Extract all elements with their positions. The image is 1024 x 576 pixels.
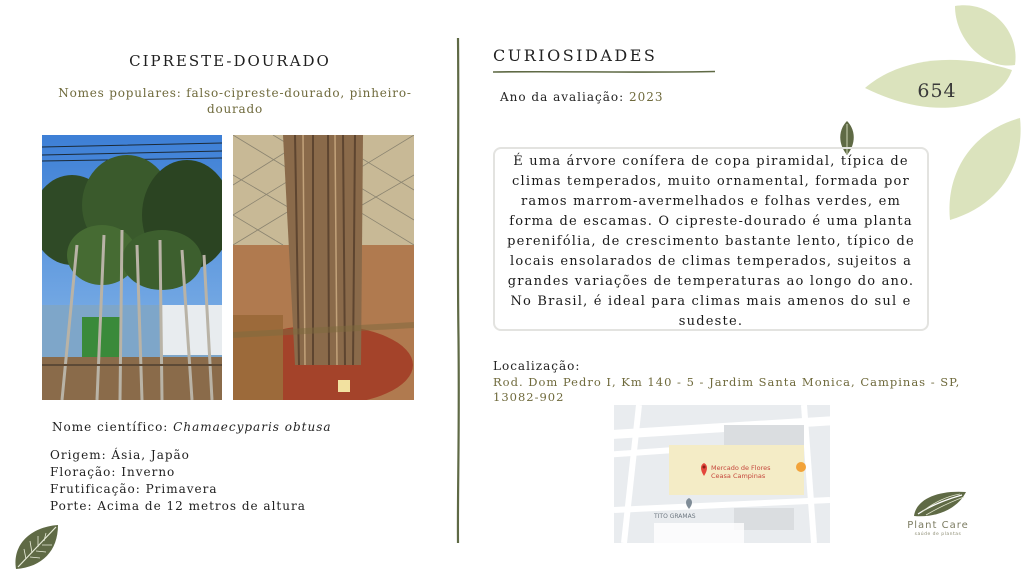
evaluation-year	[500, 90, 664, 104]
year-label: Ano da avaliação:	[500, 90, 625, 104]
vertical-divider	[456, 38, 460, 543]
map-poi-label: TITO GRAMAS	[654, 513, 696, 520]
plant-title: CIPRESTE-DOURADO	[129, 52, 331, 70]
section-title: CURIOSIDADES	[493, 46, 658, 65]
map-pin-label: Mercado de Flores Ceasa Campinas	[711, 464, 771, 480]
description-box	[493, 147, 929, 331]
location-address: Rod. Dom Pedro I, Km 140 - 5 - Jardim Santa Monica, Campinas - SP, 13082-902	[493, 375, 961, 404]
scientific-name-label: Nome científico:	[52, 420, 169, 434]
scientific-name-value: Chamaecyparis obtusa	[173, 420, 332, 434]
description-text: É uma árvore conífera de copa piramidal, típica de climas temperados, muito ornamental, formada por ramos marrom-avermelhados e folhas verdes, em forma de escamas. O cipreste-dourado é uma planta perenifólia, de crescimento bastante lento, típico de locais ensolarados de climas temperados, sujeitos a grandes variações de temperaturas ao longo do ano. No Brasil, é ideal para climas mais amenos do sul e sudeste.	[507, 154, 915, 329]
fact-fruiting: Frutificação: Primavera	[50, 482, 218, 496]
scientific-name	[52, 420, 332, 434]
fact-origin: Origem: Ásia, Japão	[50, 448, 190, 462]
title-underline	[493, 70, 715, 74]
brand-name: Plant Care	[907, 520, 969, 531]
fact-size: Porte: Acima de 12 metros de altura	[50, 499, 306, 513]
plant-facts	[50, 447, 306, 515]
leaf-icon	[12, 523, 60, 571]
location-label: Localização:	[493, 359, 581, 373]
brand-tagline: saúde de plantas	[914, 532, 962, 537]
popular-names: Nomes populares: falso-cipreste-dourado, pinheiro-dourado	[58, 86, 412, 116]
year-value: 2023	[628, 90, 664, 104]
photo-trunk	[233, 135, 414, 400]
fact-flowering: Floração: Inverno	[50, 465, 176, 479]
page-number: 654	[917, 80, 957, 102]
plant-care-logo	[910, 486, 970, 520]
photo-trees	[42, 135, 222, 400]
location-map[interactable]	[614, 405, 830, 543]
